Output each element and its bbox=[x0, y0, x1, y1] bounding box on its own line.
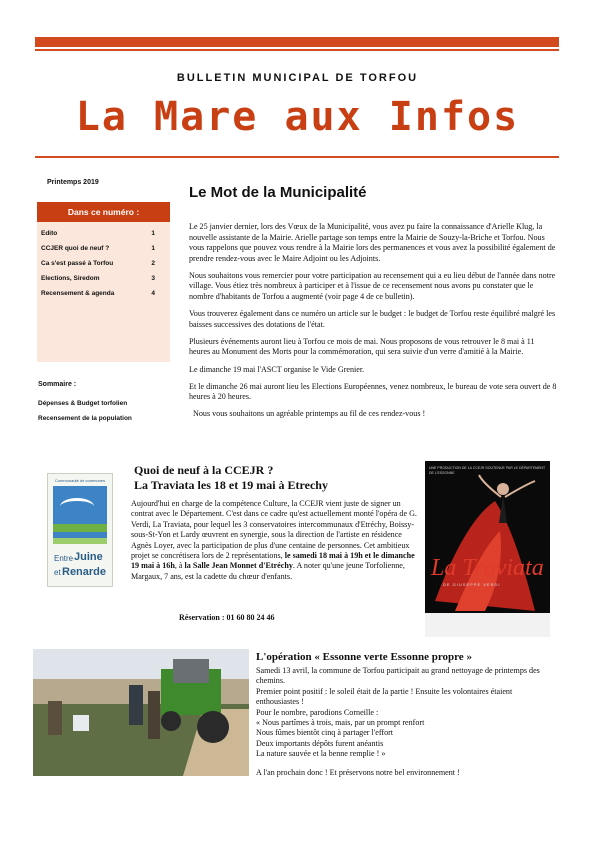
bulletin-label: BULLETIN MUNICIPAL DE TORFOU bbox=[176, 72, 419, 84]
toc-item-label: Ca s'est passé à Torfou bbox=[41, 260, 114, 267]
poster-sponsor-logos bbox=[425, 613, 550, 637]
logo-word: Renarde bbox=[62, 566, 107, 578]
essonne-line: Deux importants dépôts furent anéantis bbox=[256, 738, 384, 748]
essonne-line: Samedi 13 avril, la commune de Torfou participait au grand nettoyage de printemps des chemins. bbox=[256, 666, 540, 686]
essonne-line: La nature sauvée et la benne remplie ! » bbox=[256, 749, 386, 759]
essonne-line: « Nous partîmes à trois, mais, par un prompt renfort bbox=[256, 718, 425, 728]
ccejr-heading bbox=[134, 463, 328, 493]
toc-item-page: 3 bbox=[151, 275, 155, 282]
toc-item[interactable] bbox=[37, 256, 170, 271]
sommaire-heading: Sommaire : bbox=[38, 381, 77, 388]
ccejr-text: , à bbox=[174, 561, 185, 571]
masthead-title: La Mare aux Infos bbox=[75, 94, 520, 140]
top-accent-bar bbox=[35, 37, 559, 47]
ccejr-heading-line: La Traviata les 18 et 19 mai à Etrechy bbox=[134, 478, 328, 492]
logo-word: Entre bbox=[54, 554, 74, 563]
logo-word: Juine bbox=[74, 551, 103, 563]
essonne-line: Nous fûmes bientôt cinq à partager l'effort bbox=[256, 728, 394, 738]
ccejr-dates: le samedi 18 mai à 19h et le dimanche 19 mai à 16h bbox=[131, 551, 415, 571]
issue-label: Printemps 2019 bbox=[47, 179, 99, 186]
essonne-line: Premier point positif : le soleil était de la partie ! Ensuite les volontaires étaient enthousiastes ! bbox=[256, 686, 513, 707]
masthead-divider bbox=[35, 156, 559, 158]
ccejr-heading-line: Quoi de neuf à la CCEJR ? bbox=[134, 463, 274, 477]
toc-item[interactable] bbox=[37, 286, 170, 301]
ccejr-venue: la Salle Jean Monnet d'Etréchy bbox=[184, 561, 293, 571]
poster-caption: UNE PRODUCTION DE LA CCEJR SOUTENUE PAR LE DÉPARTEMENT DE L'ESSONNE bbox=[429, 466, 546, 475]
toc-item[interactable] bbox=[37, 271, 170, 286]
toc-heading: Dans ce numéro : bbox=[37, 202, 170, 222]
ccejr-body bbox=[131, 499, 421, 582]
toc-item-page: 1 bbox=[151, 245, 155, 252]
toc-item[interactable] bbox=[37, 226, 170, 241]
paragraph: Nous souhaitons vous remercier pour votre participation au recensement qui a eu lieu début de l'année dans notre village. Vous étiez très nombreux à participer et à l'issue de ce recensement nous avons pu constater que le nombre d'habitants de Torfou a augmenté (voir page 4 de ce bulletin). bbox=[189, 270, 556, 302]
logo-word: et bbox=[54, 568, 61, 577]
top-accent-line bbox=[35, 49, 559, 51]
municipalite-heading: Le Mot de la Municipalité bbox=[189, 184, 367, 201]
toc-item-label: Recensement & agenda bbox=[41, 290, 115, 297]
logo-swoosh bbox=[60, 498, 94, 515]
ccejr-text: Aujourd'hui en charge de la compétence Culture, la CCEJR vient juste de signer un contrat avec le Département. C'est dans ce cadre qu'est actuellement monté l'opéra de G. Verdi, La Traviata, pour lequel les 3 conservatoires intercommunaux d'Etréchy, Boissy-sous-St-Yon et Lardy œuvrent en synergie, sous la direction de l'artiste en résidence Agnès Loyer, avec la participation de plus d'une centaine de personnes. Cet ambitieux projet se concrétisera lors de 2 représentations, bbox=[131, 499, 417, 561]
toc-item-page: 1 bbox=[151, 230, 155, 237]
paragraph: Le 25 janvier dernier, lors des Vœux de la Municipalité, vous avez pu faire la connaissance d'Arielle Klug, la nouvelle assistante de la Mairie. Arielle partage son temps entre la Mairie de Souzy-la-Briche et Torfou. Nous vous rappelons que pouvez vous rendre à la Mairie lors des permanences et vous avez la possibilité également de prendre rendez-vous avec le Maire Adjoint ou les Adjoints. bbox=[189, 222, 556, 263]
logo-caption: Communauté de communes bbox=[54, 478, 106, 483]
essonne-line: A l'an prochain donc ! Et préservons notre bel environnement ! bbox=[256, 767, 460, 777]
ccejr-text: . A noter qu'une jeune Torfolienne, Margaux, 7 ans, est la cadette du chœur d'enfants. bbox=[131, 561, 405, 581]
paragraph: Vous trouverez également dans ce numéro un article sur le budget : le budget de Torfou reste équilibré malgré les baisses successives des dotations de l'état. bbox=[189, 309, 556, 329]
dancer-illustration bbox=[425, 461, 550, 613]
essonne-spacer bbox=[256, 760, 556, 768]
paragraph: Nous vous souhaitons un agréable printemps au fil de ces rendez-vous ! bbox=[193, 409, 426, 419]
ccejr-logo bbox=[47, 473, 113, 587]
essonne-heading: L'opération « Essonne verte Essonne propre » bbox=[256, 651, 472, 663]
toc-item-label: Edito bbox=[41, 230, 58, 237]
toc-item-page: 2 bbox=[151, 260, 155, 267]
logo-band bbox=[53, 524, 107, 532]
cleanup-photo bbox=[33, 649, 249, 776]
paragraph: Le dimanche 19 mai l'ASCT organise le Vide Grenier. bbox=[189, 364, 365, 374]
reservation-phone: Réservation : 01 60 80 24 46 bbox=[179, 613, 275, 622]
poster-subtitle: DE GIUSEPPE VERDI bbox=[443, 582, 501, 587]
traviata-poster bbox=[425, 461, 550, 637]
toc-item[interactable] bbox=[37, 241, 170, 256]
table-of-contents bbox=[37, 202, 170, 362]
paragraph: Et le dimanche 26 mai auront lieu les Elections Européennes, venez nombreux, le bureau de vote sera ouvert de 8 heures à 20 heures. bbox=[189, 381, 557, 402]
essonne-body bbox=[256, 666, 556, 778]
paragraph: Plusieurs événements auront lieu à Torfou ce mois de mai. Nous proposons de vous retrouver le 8 mai à 11 heures au Monument des Morts pour la commémoration, qui sera suivie d'un verre d'amitié à la Mairie. bbox=[189, 336, 535, 357]
essonne-line: Pour le nombre, parodions Corneille : bbox=[256, 707, 379, 717]
municipalite-body bbox=[189, 222, 557, 426]
toc-item-page: 4 bbox=[151, 290, 155, 297]
toc-item-label: Elections, Siredom bbox=[41, 275, 100, 282]
cleanup-photo-scene bbox=[33, 649, 249, 776]
sommaire-item[interactable]: Dépenses & Budget torfolien bbox=[38, 400, 128, 407]
toc-item-label: CCJER quoi de neuf ? bbox=[41, 245, 110, 252]
logo-band bbox=[53, 538, 107, 544]
sommaire-item[interactable]: Recensement de la population bbox=[38, 415, 132, 422]
poster-title: La Traviata bbox=[431, 555, 544, 581]
